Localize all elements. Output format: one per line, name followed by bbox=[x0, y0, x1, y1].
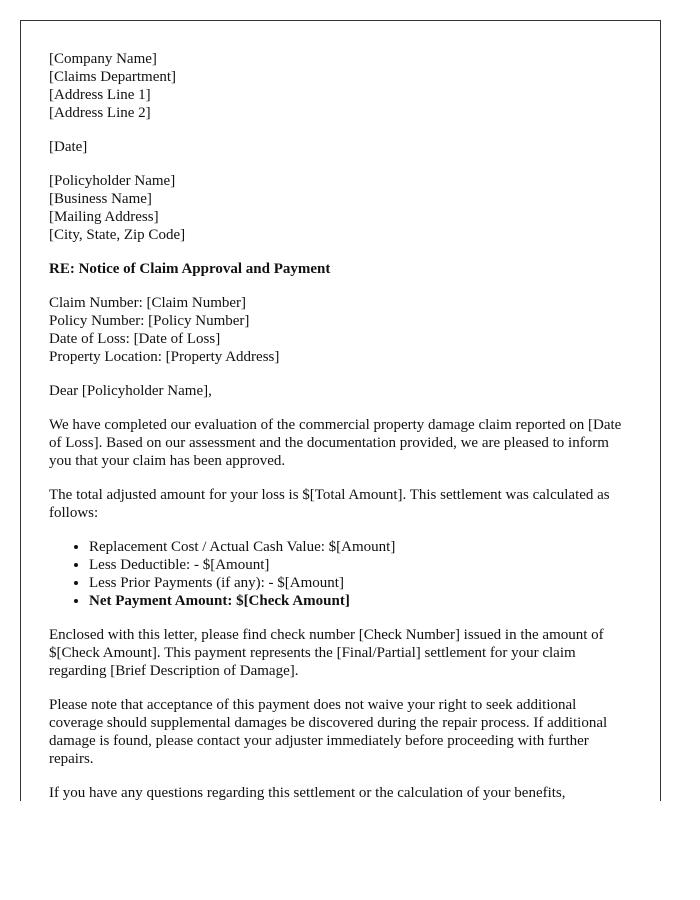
sender-line: [Address Line 1] bbox=[49, 87, 151, 103]
recipient-address bbox=[49, 172, 633, 244]
date-of-loss: Date of Loss: [Date of Loss] bbox=[49, 331, 221, 347]
list-item: • Less Deductible: - $[Amount] bbox=[89, 556, 633, 574]
salutation: Dear [Policyholder Name], bbox=[49, 383, 212, 399]
sender-address bbox=[49, 50, 633, 122]
paragraph-total: The total adjusted amount for your loss is $[Total Amount]. This settlement was calculated as follows: bbox=[49, 487, 610, 521]
recipient-line: [Business Name] bbox=[49, 191, 152, 207]
paragraph-questions: If you have any questions regarding this settlement or the calculation of your benefits, bbox=[49, 785, 566, 801]
net-payment: Net Payment Amount: $[Check Amount] bbox=[89, 593, 350, 609]
sender-line: [Company Name] bbox=[49, 51, 157, 67]
list-item-net-payment bbox=[89, 592, 633, 610]
claim-details bbox=[49, 294, 633, 366]
letter-page bbox=[20, 20, 661, 801]
settlement-list bbox=[49, 538, 633, 610]
list-item: • Replacement Cost / Actual Cash Value: $[Amount] bbox=[89, 538, 633, 556]
recipient-line: [City, State, Zip Code] bbox=[49, 227, 186, 243]
list-item: • Less Prior Payments (if any): - $[Amount] bbox=[89, 574, 633, 592]
paragraph-evaluation: We have completed our evaluation of the commercial property damage claim reported on [Date of Loss]. Based on our assessment and the documentation provided, we are pleased to inform you that your claim has been approved. bbox=[49, 417, 622, 469]
subject-line: RE: Notice of Claim Approval and Payment bbox=[49, 261, 331, 277]
policy-number: Policy Number: [Policy Number] bbox=[49, 313, 250, 329]
recipient-line: [Mailing Address] bbox=[49, 209, 159, 225]
sender-line: [Address Line 2] bbox=[49, 105, 151, 121]
sender-line: [Claims Department] bbox=[49, 69, 177, 85]
property-location: Property Location: [Property Address] bbox=[49, 349, 280, 365]
recipient-line: [Policyholder Name] bbox=[49, 173, 176, 189]
claim-number: Claim Number: [Claim Number] bbox=[49, 295, 247, 311]
paragraph-supplemental: Please note that acceptance of this payment does not waive your right to seek additional coverage should supplemental damages be discovered during the repair process. If additional damage is found, please contact your adjuster immediately before proceeding with further repairs. bbox=[49, 697, 608, 767]
paragraph-enclosed-check: Enclosed with this letter, please find check number [Check Number] issued in the amount of $[Check Amount]. This payment represents the [Final/Partial] settlement for your claim regarding [Brief Description of Damage]. bbox=[49, 627, 604, 679]
letter-date: [Date] bbox=[49, 139, 88, 155]
